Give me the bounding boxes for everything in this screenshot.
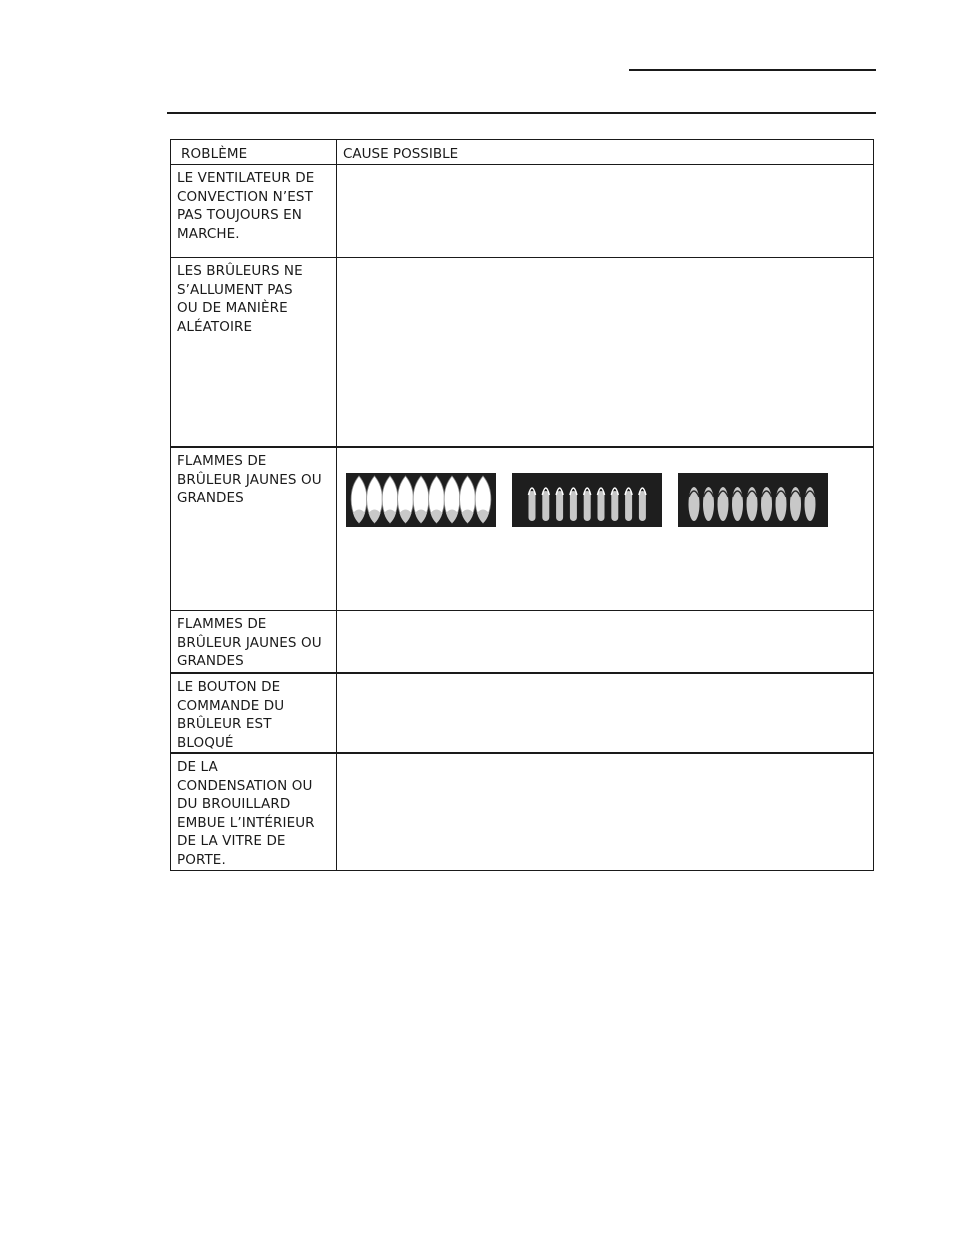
flame-shape: [570, 488, 577, 521]
flame-shape: [598, 488, 605, 521]
flame-shape: [429, 476, 445, 523]
cause-cell: [337, 611, 873, 672]
problem-cell: FLAMMES DE BRÛLEUR JAUNES OU GRANDES: [177, 453, 322, 506]
problem-cell: DE LA CONDENSATION OU DU BROUILLARD EMBUE L’INTÉRIEUR DE LA VITRE DE PORTE.: [177, 759, 315, 868]
flame-shape: [367, 476, 383, 523]
table-row: [171, 610, 873, 672]
flame-shape: [584, 488, 591, 521]
flame-shape: [444, 476, 460, 523]
troubleshooting-table: [170, 139, 874, 871]
flame-shape: [805, 487, 816, 521]
flame-shape: [529, 488, 536, 521]
yellow-tipped-flames-illustration: [512, 473, 662, 527]
flame-shape: [611, 488, 618, 521]
flame-shape: [382, 476, 398, 523]
flame-shape: [761, 487, 772, 521]
flame-shape: [542, 488, 549, 521]
flame-shape: [351, 476, 367, 523]
flame-illustrations: [346, 473, 828, 527]
header-rule-short: [629, 69, 876, 71]
cause-cell: [337, 448, 873, 610]
table-row: [171, 257, 873, 446]
flame-shape: [398, 476, 414, 523]
cause-cell: [337, 754, 873, 870]
cause-cell: [337, 674, 873, 752]
cause-cell: [337, 165, 873, 257]
table-row: [171, 752, 873, 870]
problem-cell: FLAMMES DE BRÛLEUR JAUNES OU GRANDES: [177, 616, 322, 669]
flame-shape: [625, 488, 632, 521]
problem-cell: LE VENTILATEUR DE CONVECTION N’EST PAS TOUJOURS EN MARCHE.: [177, 170, 315, 242]
table-row: [171, 164, 873, 257]
flame-shape: [413, 476, 429, 523]
header-rule-long: [167, 112, 876, 114]
flame-shape: [747, 487, 758, 521]
table-row: [171, 446, 873, 610]
flame-shape: [790, 487, 801, 521]
flame-shape: [556, 488, 563, 521]
flame-shape: [732, 487, 743, 521]
cause-cell: [337, 258, 873, 446]
header-cause: CAUSE POSSIBLE: [343, 146, 459, 162]
table-row: [171, 672, 873, 752]
flame-shape: [776, 487, 787, 521]
flame-shape: [475, 476, 491, 523]
problem-cell: LES BRÛLEURS NE S’ALLUMENT PAS OU DE MANIÈRE ALÉATOIRE: [177, 263, 303, 335]
normal-flames-illustration: [678, 473, 828, 527]
flame-shape: [689, 487, 700, 521]
problem-cell: LE BOUTON DE COMMANDE DU BRÛLEUR EST BLOQUÉ: [177, 679, 285, 751]
flame-shape: [718, 487, 729, 521]
flame-shape: [703, 487, 714, 521]
yellow-flames-illustration: [346, 473, 496, 527]
flame-shape: [639, 488, 646, 521]
flame-shape: [460, 476, 476, 523]
header-problem: ROBLÈME: [171, 140, 337, 164]
table-header-row: [171, 140, 873, 164]
